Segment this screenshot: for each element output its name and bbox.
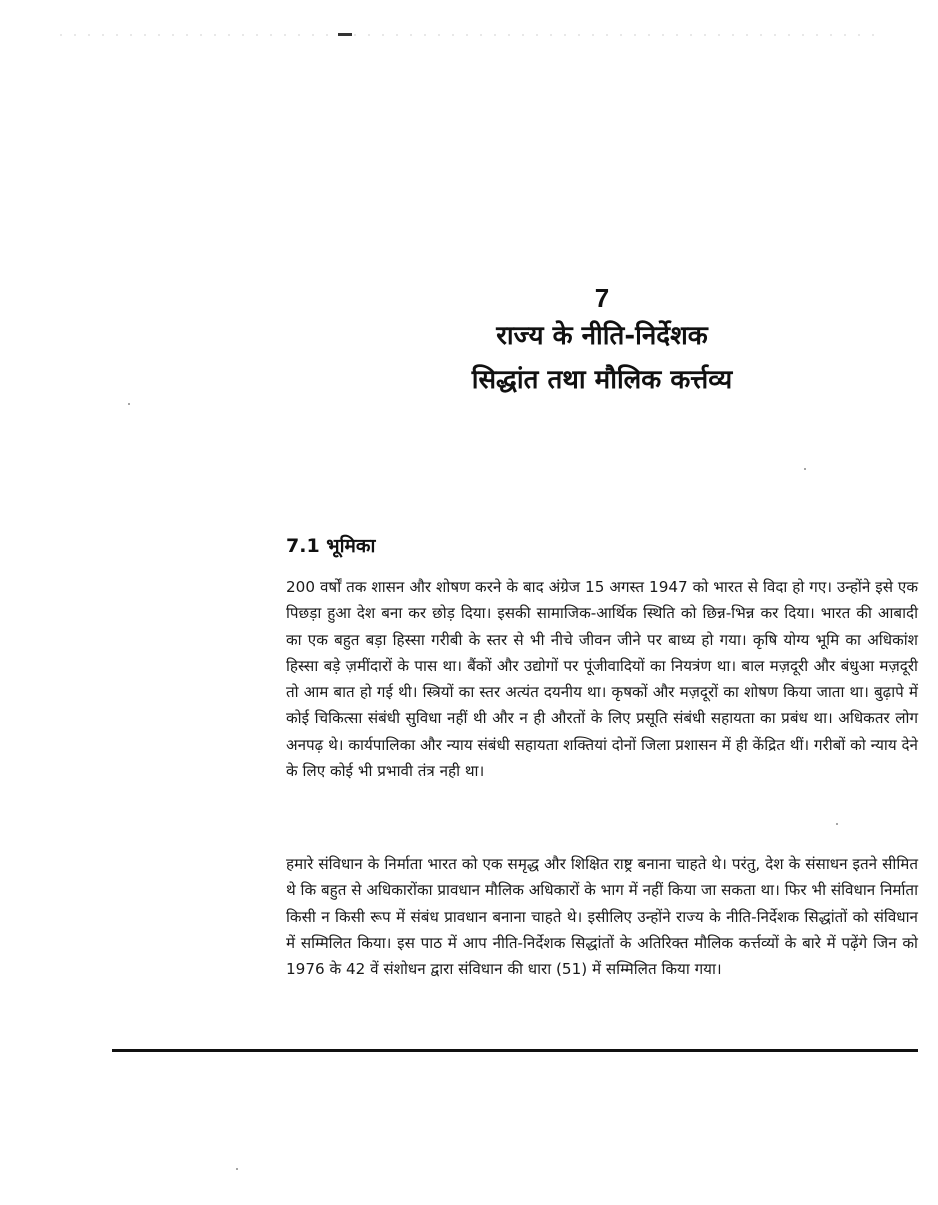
scan-artifact-mark [338, 33, 352, 36]
scan-speck [236, 1168, 238, 1170]
scan-speck [128, 403, 130, 405]
section-heading: 7.1 भूमिका [286, 535, 376, 557]
paragraph-constitution: हमारे संविधान के निर्माता भारत को एक समृद्ध और शिक्षित राष्ट्र बनाना चाहते थे। परंतु, देश के संसाधन इतने सीमित थे कि बहुत से अधिकारोंका प्रावधान मौलिक अधिकारों के भाग में नहीं किया जा सकता था। फिर भी संविधान निर्माता किसी न किसी रूप में संबंध प्रावधान बनाना चाहते थे। इसीलिए उन्होंने राज्य के नीति-निर्देशक सिद्धांतों को संविधान में सम्मिलित किया। इस पाठ में आप नीति-निर्देशक सिद्धांतों के अतिरिक्त मौलिक कर्त्तव्यों के बारे में पढ़ेंगे जिन को 1976 के 42 वें संशोधन द्वारा संविधान की धारा (51) में सम्मिलित किया गया। [286, 855, 918, 979]
scan-artifact-top [60, 34, 880, 36]
chapter-title-line-2: सिद्धांत तथा मौलिक कर्त्तव्य [471, 365, 733, 395]
chapter-header [420, 282, 784, 402]
chapter-number: 7 [594, 283, 610, 313]
scan-speck [836, 823, 838, 825]
chapter-title-line-1: राज्य के नीति-निर्देशक [496, 321, 708, 351]
paragraph-intro: 200 वर्षों तक शासन और शोषण करने के बाद अंग्रेज 15 अगस्त 1947 को भारत से विदा हो गए। उन्होंने इसे एक पिछड़ा हुआ देश बना कर छोड़ दिया। इसकी सामाजिक-आर्थिक स्थिति को छिन्न-भिन्न कर दिया। भारत की आबादी का एक बहुत बड़ा हिस्सा गरीबी के स्तर से भी नीचे जीवन जीने पर बाध्य हो गया। कृषि योग्य भूमि का अधिकांश हिस्सा बड़े ज़मींदारों के पास था। बैंकों और उद्योगों पर पूंजीवादियों का नियत्रंण था। बाल मज़दूरी और बंधुआ मज़दूरी तो आम बात हो गई थी। स्त्रियों का स्तर अत्यंत दयनीय था। कृषकों और मज़दूरों का शोषण किया जाता था। बुढ़ापे में कोई चिकित्सा संबंधी सुविधा नहीं थी और न ही औरतों के लिए प्रसूति संबंधी सहायता का प्रबंध था। अधिकतर लोग अनपढ़ थे। कार्यपालिका और न्याय संबंधी सहायता शक्तियां दोनों जिला प्रशासन में ही केंद्रित थीं। गरीबों को न्याय देने के लिए कोई भी प्रभावी तंत्र नही था। [286, 578, 918, 781]
page-divider-rule [112, 1049, 918, 1052]
scan-speck [804, 468, 806, 470]
